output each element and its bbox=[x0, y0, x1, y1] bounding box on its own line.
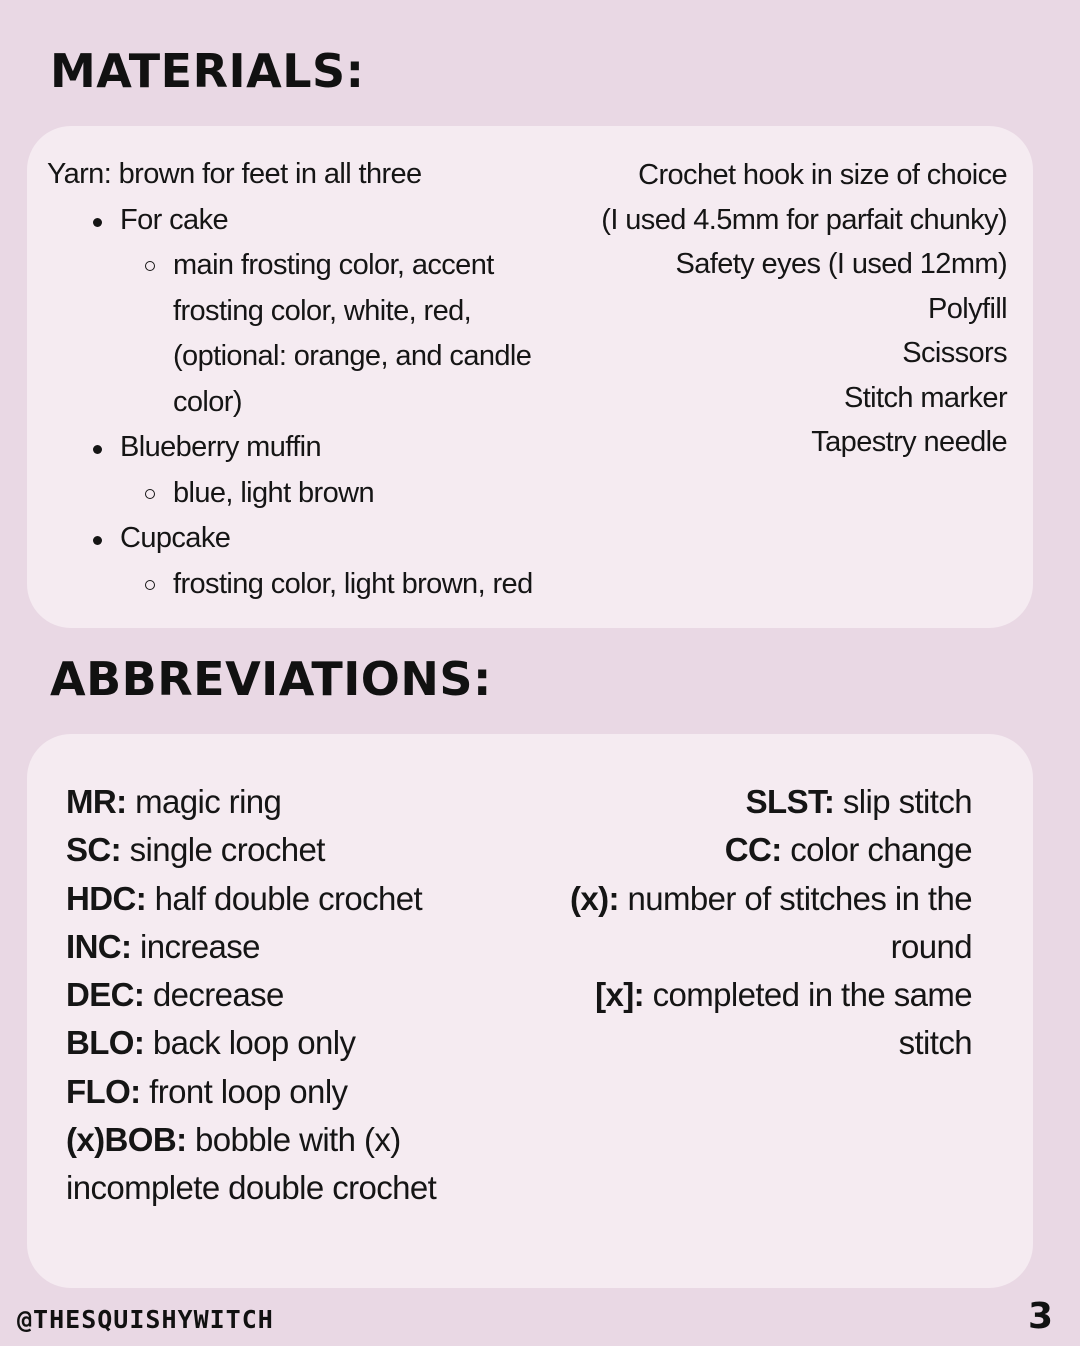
list-subitem-cake-colors-cont: color) bbox=[173, 385, 242, 418]
abbreviation-term: DEC: bbox=[66, 976, 145, 1014]
abbreviations-heading: ABBREVIATIONS: bbox=[50, 652, 492, 706]
yarn-line: Yarn: brown for feet in all three bbox=[47, 158, 422, 190]
abbreviation-definition: half double crochet bbox=[146, 879, 423, 917]
abbreviations-left-column bbox=[66, 778, 546, 1213]
abbreviation-term: FLO: bbox=[66, 1072, 141, 1110]
list-item: Crochet hook in size of choice bbox=[638, 159, 1007, 191]
abbreviation-bob bbox=[66, 1116, 546, 1164]
abbreviation-definition: color change bbox=[781, 831, 972, 869]
abbreviation-term: INC: bbox=[66, 927, 132, 965]
abbreviation-term: (x): bbox=[569, 879, 619, 917]
list-subitem-cupcake-colors: frosting color, light brown, red bbox=[47, 562, 547, 608]
abbreviation-definition: completed in the same bbox=[644, 976, 972, 1014]
abbreviation-definition: increase bbox=[131, 927, 260, 965]
abbreviation-definition: magic ring bbox=[126, 783, 282, 820]
list-item-cupcake: Cupcake bbox=[47, 516, 547, 562]
abbreviations-card bbox=[27, 734, 1033, 1288]
list-item: Scissors bbox=[902, 337, 1007, 369]
abbreviation-x-same-cont: stitch bbox=[898, 1024, 972, 1062]
list-item-cake: For cake bbox=[47, 198, 547, 244]
abbreviation-dec bbox=[66, 971, 546, 1019]
abbreviation-x-count-cont: round bbox=[890, 927, 972, 965]
abbreviation-definition: single crochet bbox=[121, 831, 325, 869]
abbreviation-flo bbox=[66, 1068, 546, 1116]
abbreviation-term: SC: bbox=[66, 831, 122, 869]
abbreviation-term: BLO: bbox=[66, 1024, 145, 1062]
abbreviations-right-column bbox=[512, 778, 972, 1068]
abbreviation-bob-cont: incomplete double crochet bbox=[66, 1169, 437, 1207]
abbreviation-definition: decrease bbox=[144, 976, 284, 1014]
abbreviation-definition: number of stitches in the bbox=[618, 879, 972, 917]
abbreviation-slst bbox=[512, 778, 972, 826]
abbreviation-term: [x]: bbox=[595, 976, 645, 1014]
list-item: (I used 4.5mm for parfait chunky) bbox=[601, 203, 1007, 236]
abbreviation-definition: back loop only bbox=[144, 1024, 356, 1062]
abbreviation-definition: bobble with (x) bbox=[186, 1121, 401, 1159]
abbreviation-x-count bbox=[512, 875, 972, 923]
list-item: Tapestry needle bbox=[811, 426, 1007, 458]
page-number: 3 bbox=[1027, 1296, 1053, 1337]
list-subitem-cake-colors-cont: frosting color, white, red, bbox=[173, 294, 472, 327]
abbreviation-term: MR: bbox=[66, 783, 127, 820]
abbreviation-cc bbox=[512, 826, 972, 874]
abbreviation-term: SLST: bbox=[745, 783, 835, 820]
list-item: Stitch marker bbox=[843, 381, 1007, 414]
list-item-muffin: Blueberry muffin bbox=[47, 425, 547, 471]
author-handle: @THESQUISHYWITCH bbox=[17, 1305, 274, 1334]
abbreviation-mr bbox=[66, 778, 546, 826]
abbreviation-inc bbox=[66, 923, 546, 971]
list-subitem-muffin-colors: blue, light brown bbox=[47, 471, 547, 517]
abbreviation-definition: slip stitch bbox=[834, 783, 972, 820]
abbreviation-definition: front loop only bbox=[140, 1072, 348, 1110]
list-item: Safety eyes (I used 12mm) bbox=[675, 248, 1007, 280]
abbreviation-term: CC: bbox=[724, 831, 782, 869]
abbreviation-hdc bbox=[66, 875, 546, 923]
list-subitem-cake-colors: main frosting color, accent bbox=[47, 243, 547, 289]
materials-heading: MATERIALS: bbox=[50, 44, 365, 98]
abbreviation-blo bbox=[66, 1019, 546, 1067]
materials-card bbox=[27, 126, 1033, 628]
abbreviation-sc bbox=[66, 826, 546, 874]
list-subitem-cake-colors-cont: (optional: orange, and candle bbox=[173, 340, 532, 372]
abbreviation-term: (x)BOB: bbox=[66, 1121, 187, 1159]
abbreviation-term: HDC: bbox=[66, 879, 147, 917]
tools-list bbox=[527, 153, 1007, 465]
yarn-list bbox=[47, 152, 547, 607]
abbreviation-x-same bbox=[512, 971, 972, 1019]
list-item: Polyfill bbox=[928, 292, 1007, 325]
